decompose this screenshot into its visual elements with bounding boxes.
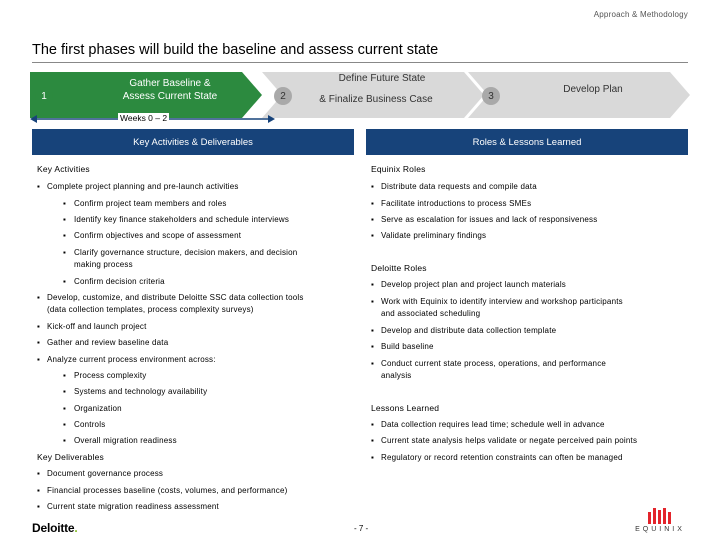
key-activities-band: Key Activities & Deliverables [32,129,354,155]
phase-1-label-line2: Assess Current State [122,91,218,102]
list-item-continuation: analysis [381,371,412,380]
list-item: ▪ Conduct current state process, operations, and performance [371,359,607,368]
phase-2-label [292,72,460,106]
list-item: ▪ Develop and distribute data collection template [371,326,557,335]
list-item: ▪ Work with Equinix to identify interview and workshop participants [371,297,623,306]
phase-1-label-line1: Gather Baseline & [129,78,211,89]
list-item: ▪ Analyze current process environment across: [37,355,216,364]
list-item: ▪ Confirm decision criteria [63,277,165,286]
phase-3-number: 3 [482,87,500,105]
list-item: ▪ Confirm project team members and roles [63,199,227,208]
phase-3-chevron [468,72,690,118]
list-item: ▪ Data collection requires lead time; schedule well in advance [371,420,605,429]
list-item: ▪ Financial processes baseline (costs, volumes, and performance) [37,486,288,495]
list-item: ▪ Validate preliminary findings [371,231,487,240]
list-item: ▪ Current state analysis helps validate or negate perceived pain points [371,436,638,445]
list-item: ▪ Develop project plan and project launch materials [371,280,567,289]
equinix-mark-icon [648,508,672,524]
list-item-continuation: (data collection templates, process complexity surveys) [47,305,254,314]
deloitte-logo: Deloitte. [32,521,78,535]
list-item: ▪ Confirm objectives and scope of assessment [63,231,242,240]
list-item: ▪ Clarify governance structure, decision makers, and decision [63,248,298,257]
title-divider [32,62,688,63]
phase-3-label: Develop Plan [563,84,623,95]
list-item: ▪ Facilitate introductions to process SMEs [371,199,532,208]
list-item: ▪ Distribute data requests and compile data [371,182,537,191]
list-item-continuation: and associated scheduling [381,309,481,318]
list-item: ▪ Complete project planning and pre-launch activities [37,182,239,191]
section-label: Approach & Methodology [593,10,688,19]
equinix-logo [632,508,688,536]
list-item: ▪ Organization [63,404,122,413]
phase-2-chevron [262,72,484,118]
page-number: - 7 - [354,524,369,533]
list-item: ▪ Systems and technology availability [63,387,208,396]
phase-2-label-line2: & Finalize Business Case [319,94,433,105]
deloitte-roles-heading: Deloitte Roles [371,263,427,273]
list-item: ▪ Identify key finance stakeholders and schedule interviews [63,215,290,224]
list-item: ▪ Build baseline [371,342,434,351]
list-item-continuation: making process [74,260,133,269]
list-item: ▪ Gather and review baseline data [37,338,169,347]
phase-1-number: 1 [35,87,53,105]
list-item: ▪ Overall migration readiness [63,436,177,445]
equinix-wordmark: EQUINIX [635,526,685,533]
equinix-roles-heading: Equinix Roles [371,164,426,174]
list-item: ▪ Serve as escalation for issues and lack of responsiveness [371,215,598,224]
list-item: ▪ Regulatory or record retention constraints can often be managed [371,453,623,462]
roles-lessons-band: Roles & Lessons Learned [366,129,688,155]
list-item: ▪ Controls [63,420,106,429]
list-item: ▪ Process complexity [63,371,147,380]
page-title: The first phases will build the baseline and assess current state [32,42,439,58]
phase-1-label [82,77,258,103]
list-item: ▪ Kick-off and launch project [37,322,147,331]
lessons-learned-heading: Lessons Learned [371,403,440,413]
list-item: ▪ Document governance process [37,469,164,478]
phase-2-label-line1: Define Future State [338,73,426,84]
list-item: ▪ Current state migration readiness assessment [37,502,219,511]
phase-2-number: 2 [274,87,292,105]
key-deliverables-heading: Key Deliverables [37,452,104,462]
list-item: ▪ Develop, customize, and distribute Deloitte SSC data collection tools [37,293,304,302]
weeks-label: Weeks 0 – 2 [120,113,168,123]
key-activities-heading: Key Activities [37,164,90,174]
weeks-timeline [30,110,275,128]
